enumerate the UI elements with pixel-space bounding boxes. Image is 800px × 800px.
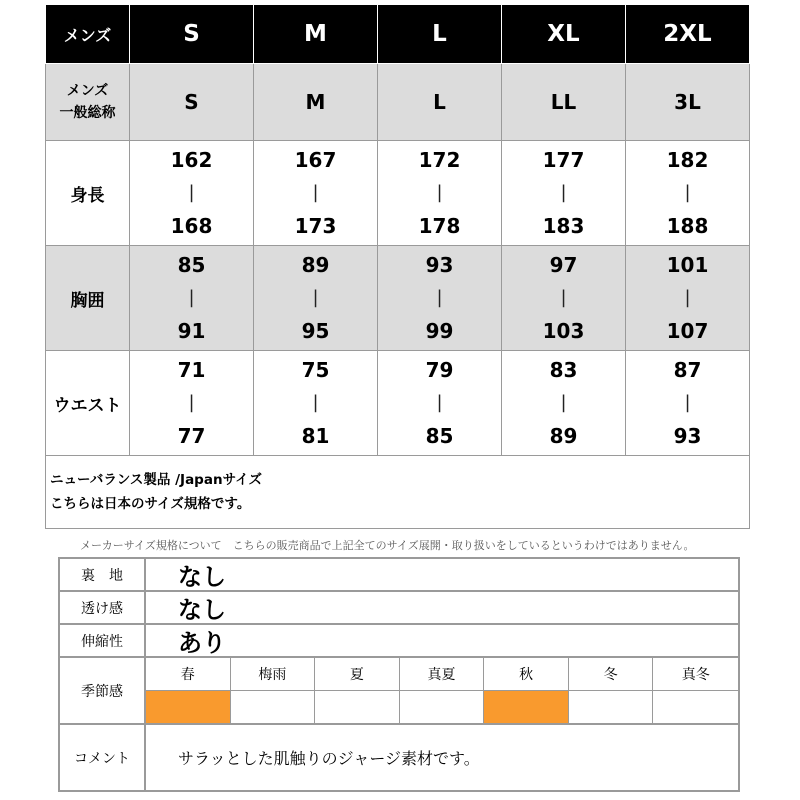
stretch-row bbox=[60, 625, 738, 658]
sheer-value: なし bbox=[178, 596, 226, 624]
range-separator: | bbox=[560, 287, 567, 308]
size-header-row bbox=[46, 5, 750, 64]
measurement-rows bbox=[46, 141, 750, 456]
range-min: 101 bbox=[666, 253, 709, 277]
general-size-row bbox=[46, 64, 750, 141]
season-marker-empty bbox=[315, 691, 400, 724]
stretch-value: あり bbox=[178, 629, 226, 657]
general-size-label-line: 一般総称 bbox=[59, 105, 116, 121]
range-min: 177 bbox=[542, 148, 585, 172]
range-separator: | bbox=[312, 182, 319, 203]
measurement-range-cell bbox=[502, 246, 626, 351]
measurement-row bbox=[46, 351, 750, 456]
range-max: 77 bbox=[177, 424, 206, 448]
range-max: 183 bbox=[542, 214, 585, 238]
season-marker-active bbox=[146, 691, 231, 724]
stretch-label: 伸縮性 bbox=[60, 625, 146, 656]
season-row bbox=[60, 658, 738, 725]
lining-row bbox=[60, 559, 738, 592]
range-max: 173 bbox=[294, 214, 337, 238]
range-max: 81 bbox=[301, 424, 330, 448]
range-min: 93 bbox=[425, 253, 454, 277]
note-cell bbox=[46, 456, 750, 529]
measurement-label: ウエスト bbox=[46, 351, 130, 456]
season-name: 秋 bbox=[484, 658, 569, 691]
general-size-cell: M bbox=[254, 64, 378, 141]
range-separator: | bbox=[312, 392, 319, 413]
note-line-2: こちらは日本のサイズ規格です。 bbox=[50, 496, 251, 512]
lining-label: 裏 地 bbox=[60, 559, 146, 590]
range-max: 89 bbox=[549, 424, 578, 448]
measurement-range-cell bbox=[130, 351, 254, 456]
range-min: 172 bbox=[418, 148, 461, 172]
size-chart-table bbox=[45, 4, 750, 529]
range-min: 75 bbox=[301, 358, 330, 382]
range-max: 107 bbox=[666, 319, 709, 343]
general-size-label bbox=[46, 64, 130, 141]
range-separator: | bbox=[684, 182, 691, 203]
lining-value: なし bbox=[178, 563, 226, 591]
range-max: 103 bbox=[542, 319, 585, 343]
range-max: 168 bbox=[170, 214, 213, 238]
range-separator: | bbox=[436, 182, 443, 203]
range-separator: | bbox=[560, 392, 567, 413]
measurement-range-cell bbox=[378, 141, 502, 246]
measurement-range-cell bbox=[378, 351, 502, 456]
sheer-row bbox=[60, 592, 738, 625]
range-separator: | bbox=[312, 287, 319, 308]
range-min: 162 bbox=[170, 148, 213, 172]
measurement-range-cell bbox=[130, 141, 254, 246]
note-line-1: ニューバランス製品 /Japanサイズ bbox=[50, 472, 262, 488]
season-marker-empty bbox=[231, 691, 316, 724]
measurement-range-cell bbox=[502, 141, 626, 246]
range-min: 167 bbox=[294, 148, 337, 172]
size-disclaimer: メーカーサイズ規格について こちらの販売商品で上記全てのサイズ展開・取り扱いをしているというわけではありません。 bbox=[80, 539, 695, 552]
comment-row bbox=[60, 725, 738, 790]
range-max: 188 bbox=[666, 214, 709, 238]
measurement-label: 身長 bbox=[46, 141, 130, 246]
sheer-label: 透け感 bbox=[60, 592, 146, 623]
comment-label: コメント bbox=[60, 725, 146, 790]
general-size-label-line: メンズ bbox=[66, 83, 109, 99]
range-min: 87 bbox=[673, 358, 702, 382]
range-min: 182 bbox=[666, 148, 709, 172]
range-separator: | bbox=[188, 182, 195, 203]
range-min: 79 bbox=[425, 358, 454, 382]
season-marker-empty bbox=[400, 691, 485, 724]
range-max: 85 bbox=[425, 424, 454, 448]
size-col-header: S bbox=[130, 5, 254, 64]
general-size-cell: S bbox=[130, 64, 254, 141]
measurement-range-cell bbox=[130, 246, 254, 351]
measurement-row bbox=[46, 246, 750, 351]
comment-text: サラッとした肌触りのジャージ素材です。 bbox=[178, 749, 480, 768]
season-name: 真冬 bbox=[653, 658, 738, 691]
range-max: 93 bbox=[673, 424, 702, 448]
measurement-range-cell bbox=[626, 351, 750, 456]
range-separator: | bbox=[436, 287, 443, 308]
range-min: 83 bbox=[549, 358, 578, 382]
range-separator: | bbox=[188, 287, 195, 308]
general-size-cell: LL bbox=[502, 64, 626, 141]
range-min: 85 bbox=[177, 253, 206, 277]
measurement-range-cell bbox=[626, 141, 750, 246]
measurement-range-cell bbox=[502, 351, 626, 456]
range-max: 99 bbox=[425, 319, 454, 343]
season-marker-active bbox=[484, 691, 569, 724]
range-min: 97 bbox=[549, 253, 578, 277]
range-min: 89 bbox=[301, 253, 330, 277]
range-separator: | bbox=[436, 392, 443, 413]
range-max: 91 bbox=[177, 319, 206, 343]
size-col-header: 2XL bbox=[626, 5, 750, 64]
measurement-range-cell bbox=[254, 141, 378, 246]
season-name: 春 bbox=[146, 658, 231, 691]
season-name: 梅雨 bbox=[231, 658, 316, 691]
size-col-header: L bbox=[378, 5, 502, 64]
season-name: 冬 bbox=[569, 658, 654, 691]
measurement-label: 胸囲 bbox=[46, 246, 130, 351]
season-marker-empty bbox=[653, 691, 738, 724]
measurement-range-cell bbox=[254, 351, 378, 456]
range-min: 71 bbox=[177, 358, 206, 382]
season-label: 季節感 bbox=[60, 658, 146, 723]
note-row bbox=[46, 456, 750, 529]
general-size-cell: 3L bbox=[626, 64, 750, 141]
range-max: 178 bbox=[418, 214, 461, 238]
header-label: メンズ bbox=[46, 5, 130, 64]
range-separator: | bbox=[684, 287, 691, 308]
season-marker-empty bbox=[569, 691, 654, 724]
season-grid bbox=[146, 658, 738, 723]
season-name: 真夏 bbox=[400, 658, 485, 691]
general-size-cell: L bbox=[378, 64, 502, 141]
size-col-header: XL bbox=[502, 5, 626, 64]
range-max: 95 bbox=[301, 319, 330, 343]
size-col-header: M bbox=[254, 5, 378, 64]
measurement-range-cell bbox=[254, 246, 378, 351]
range-separator: | bbox=[560, 182, 567, 203]
measurement-range-cell bbox=[626, 246, 750, 351]
measurement-row bbox=[46, 141, 750, 246]
season-name: 夏 bbox=[315, 658, 400, 691]
feature-table bbox=[58, 557, 740, 792]
range-separator: | bbox=[188, 392, 195, 413]
measurement-range-cell bbox=[378, 246, 502, 351]
range-separator: | bbox=[684, 392, 691, 413]
